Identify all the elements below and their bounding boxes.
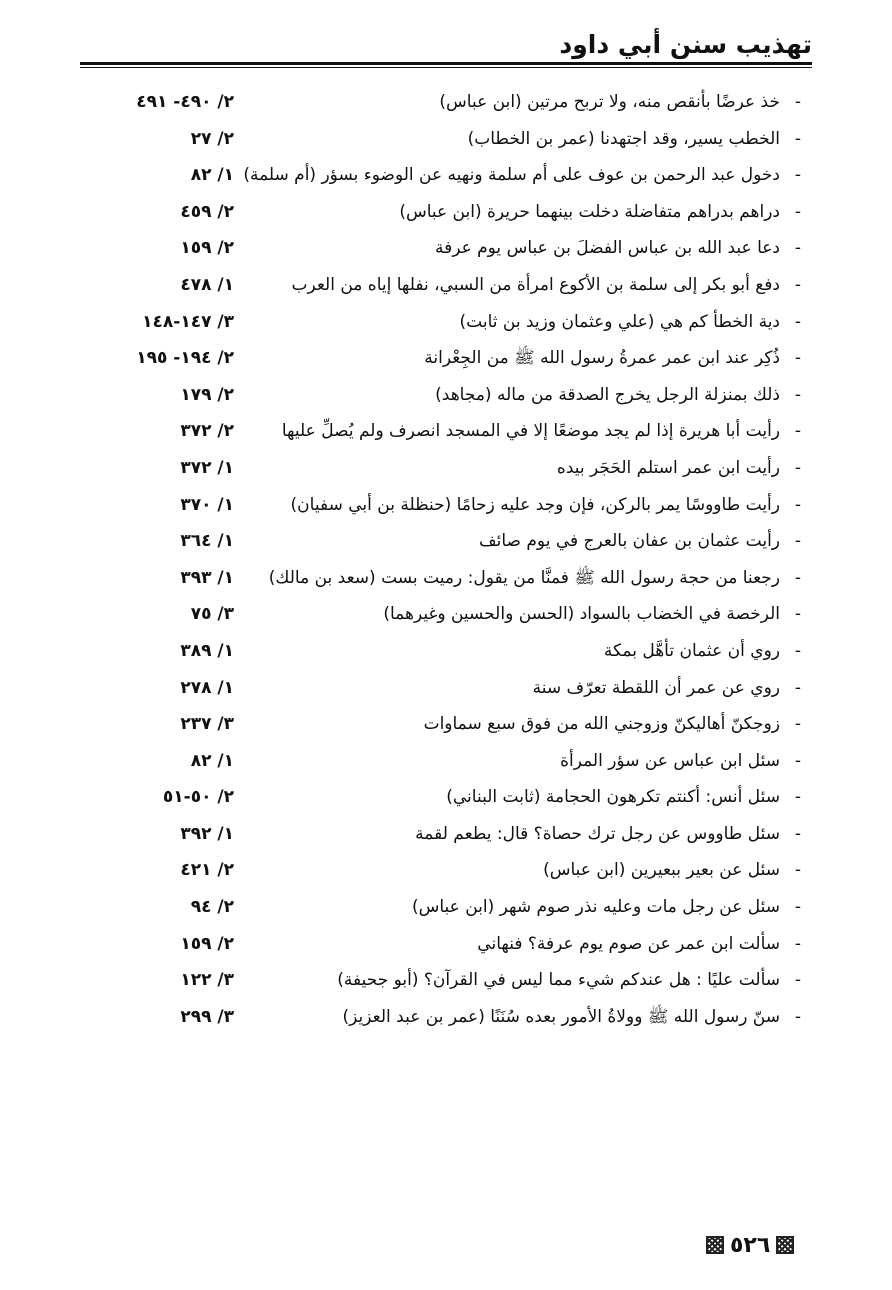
entry-text: روي أن عثمان تأهَّل بمكة [603,640,780,661]
entry-dash: - [794,970,802,991]
entry-text: دعا عبد الله بن عباس الفضلَ بن عباس يوم عرفة [434,238,780,259]
entry-text: سئل ابن عباس عن سؤر المرأة [560,750,780,771]
entry-text: زوجكنّ أهاليكنّ وزوجني الله من فوق سبع سماوات [423,714,780,735]
entry-text: ذُكِر عند ابن عمر عمرةُ رسول الله ﷺ من الجِعْرانة [424,348,780,369]
page-number: ٥٢٦ [730,1232,771,1258]
entry-text: دراهم بدراهم متفاضلة دخلت بينهما حريرة (ابن عباس) [399,201,780,222]
entry-reference: ٢/ ٤٥٩ [180,201,234,222]
entry-dash: - [794,421,802,442]
entry-text: سئل عن رجل مات وعليه نذر صوم شهر (ابن عباس) [411,897,780,918]
entry-text: دفع أبو بكر إلى سلمة بن الأكوع امرأة من السبي، نفلها إياه من العرب [291,274,780,295]
ornament-left-icon [706,1236,724,1254]
entry-reference: ١/ ٣٩٢ [180,823,234,844]
entry-reference: ١/ ٣٦٤ [180,531,234,552]
entry-dash: - [794,750,802,771]
index-entry [86,852,806,889]
entry-dash: - [794,531,802,552]
entry-dash: - [794,128,802,149]
entry-dash: - [794,311,802,332]
index-entry [86,596,806,633]
entry-reference: ٣/ ٢٩٩ [180,1006,234,1027]
index-entry [86,743,806,780]
index-entry [86,779,806,816]
entry-reference: ١/ ٨٢ [190,750,234,771]
entry-reference: ١/ ٣٧٠ [180,494,234,515]
entry-text: رأيت ابن عمر استلم الحَجَر بيده [556,457,780,478]
entry-reference: ١/ ٤٧٨ [180,274,234,295]
index-entry [86,121,806,158]
page-header [80,22,812,68]
entry-dash: - [794,274,802,295]
index-entry [86,267,806,304]
index-entry [86,157,806,194]
entry-dash: - [794,384,802,405]
index-entry [86,413,806,450]
entry-text: ذلك بمنزلة الرجل يخرج الصدقة من ماله (مجاهد) [435,384,780,405]
index-entry [86,962,806,999]
entry-text: الرخصة في الخضاب بالسواد (الحسن والحسين وغيرهما) [383,604,780,625]
entry-reference: ١/ ٣٩٣ [180,567,234,588]
entry-reference: ٢/ ١٧٩ [180,384,234,405]
index-entry [86,450,806,487]
entry-text: دخول عبد الرحمن بن عوف على أم سلمة ونهيه عن الوضوء بسؤر (أم سلمة) [243,165,780,186]
index-entry [86,304,806,341]
entry-text: الخطب يسير، وقد اجتهدنا (عمر بن الخطاب) [467,128,780,149]
entry-reference: ٢/ ٥٠-٥١ [162,787,234,808]
entry-text: رجعنا من حجة رسول الله ﷺ فمنَّا من يقول: رميت بست (سعد بن مالك) [268,567,780,588]
entry-text: سألت عليًا : هل عندكم شيء مما ليس في القرآن؟ (أبو جحيفة) [337,970,780,991]
entry-dash: - [794,1006,802,1027]
entry-text: رأيت عثمان بن عفان بالعرج في يوم صائف [479,531,780,552]
entry-reference: ٢/ ٢٧ [190,128,234,149]
entry-reference: ٢/ ١٥٩ [180,238,234,259]
entry-dash: - [794,201,802,222]
entry-dash: - [794,787,802,808]
header-rule-thin [80,67,812,68]
index-entry [86,670,806,707]
index-entry [86,230,806,267]
entry-reference: ٣/ ١٤٧-١٤٨ [142,311,234,332]
entry-dash: - [794,348,802,369]
entry-reference: ٢/ ١٩٤- ١٩٥ [136,348,234,369]
entry-text: سألت ابن عمر عن صوم يوم عرفة؟ فنهاني [477,933,780,954]
entry-text: سئل أنس: أكنتم تكرهون الحجامة (ثابت البناني) [446,787,780,808]
entry-dash: - [794,640,802,661]
entry-reference: ٣/ ١٢٢ [180,970,234,991]
entry-dash: - [794,457,802,478]
entry-dash: - [794,897,802,918]
entry-text: روي عن عمر أن اللقطة تعرّف سنة [532,677,780,698]
index-entry [86,487,806,524]
entry-dash: - [794,604,802,625]
page-footer [706,1232,794,1258]
entry-dash: - [794,92,802,112]
entry-text: رأيت أبا هريرة إذا لم يجد موضعًا إلا في المسجد انصرف ولم يُصلِّ عليها [281,421,780,442]
entry-reference: ٢/ ٩٤ [190,897,234,918]
entry-reference: ١/ ٨٢ [190,165,234,186]
entry-text: رأيت طاووسًا يمر بالركن، فإن وجد عليه زحامًا (حنظلة بن أبي سفيان) [290,494,780,515]
index-entry [86,377,806,414]
index-entry [86,816,806,853]
index-entry [86,926,806,963]
index-entry [86,706,806,743]
entry-reference: ٣/ ٧٥ [190,604,234,625]
index-entry [86,340,806,377]
entry-dash: - [794,567,802,588]
index-entry [86,194,806,231]
index-entry [86,523,806,560]
entry-text: سئل طاووس عن رجل ترك حصاة؟ قال: يطعم لقمة [415,823,780,844]
entry-text: سنّ رسول الله ﷺ وولاةُ الأمور بعده سُنَنًا (عمر بن عبد العزيز) [342,1006,780,1027]
entry-text: دية الخطأ كم هي (علي وعثمان وزيد بن ثابت) [459,311,780,332]
index-entry [86,84,806,121]
entry-reference: ١/ ٢٧٨ [180,677,234,698]
entry-text: خذ عرضًا بأنقص منه، ولا تربح مرتين (ابن عباس) [439,92,780,112]
running-title: تهذيب سنن أبي داود [559,30,812,59]
header-rule-thick [80,62,812,65]
entry-reference: ١/ ٣٨٩ [180,640,234,661]
entry-reference: ٢/ ٣٧٢ [180,421,234,442]
index-entry [86,999,806,1036]
entry-dash: - [794,238,802,259]
ornament-right-icon [776,1236,794,1254]
entry-dash: - [794,823,802,844]
entry-dash: - [794,677,802,698]
index-entry [86,889,806,926]
entry-dash: - [794,494,802,515]
entry-dash: - [794,165,802,186]
entry-reference: ١/ ٣٧٢ [180,457,234,478]
index-entry [86,560,806,597]
entry-reference: ٢/ ٤٩٠- ٤٩١ [136,92,234,112]
entry-text: سئل عن بعير ببعيرين (ابن عباس) [543,860,780,881]
entry-reference: ٢/ ٤٢١ [180,860,234,881]
entry-dash: - [794,933,802,954]
entry-dash: - [794,714,802,735]
entry-reference: ٢/ ١٥٩ [180,933,234,954]
entry-reference: ٣/ ٢٣٧ [180,714,234,735]
index-list [86,84,806,1035]
entry-dash: - [794,860,802,881]
index-entry [86,633,806,670]
